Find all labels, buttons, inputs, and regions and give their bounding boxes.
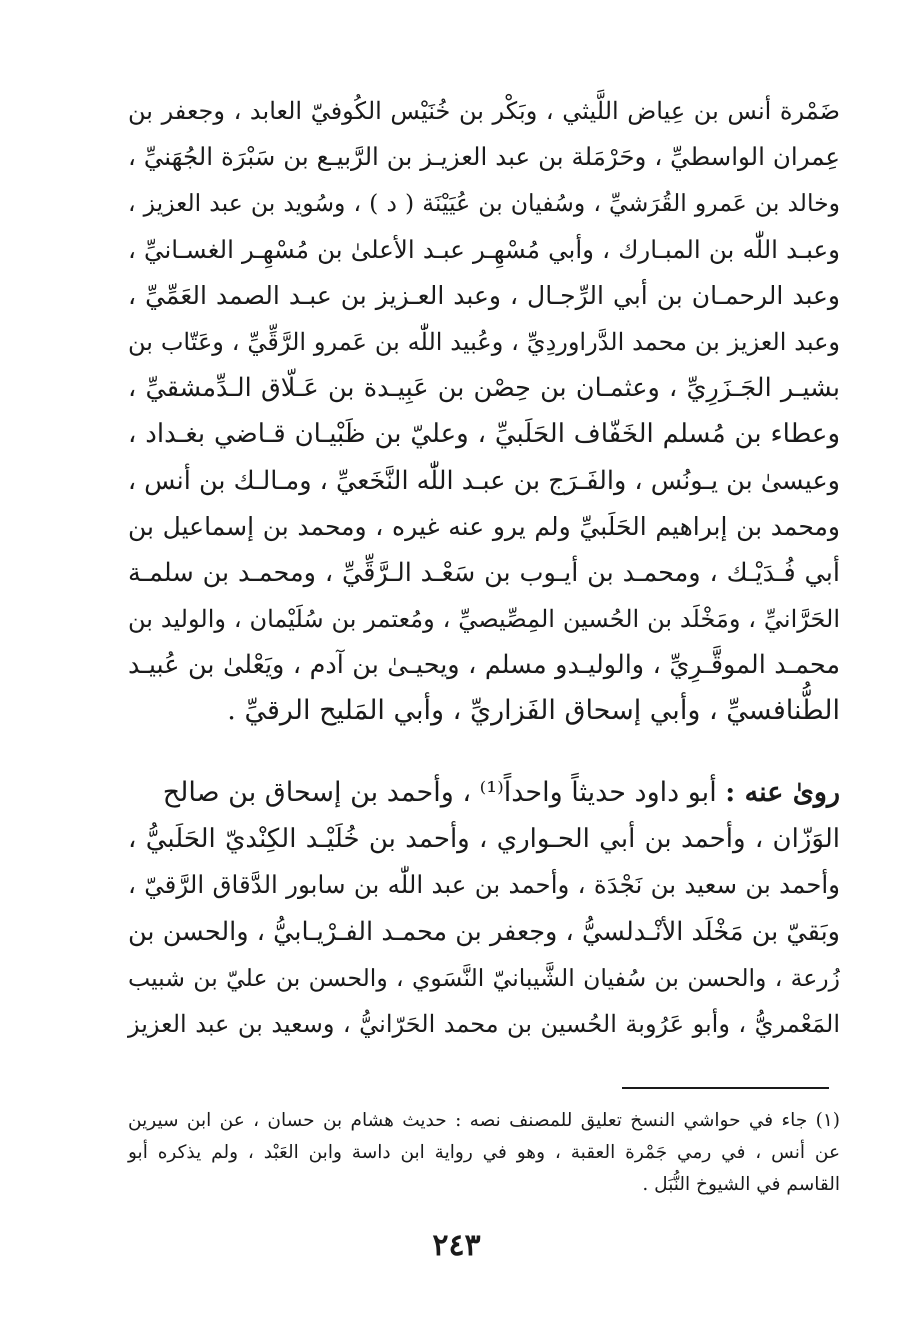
text-line: وعبد الرحمـان بن أبي الرِّجـال ، وعبد العـزيز بن عبـد الصمد العَمِّيِّ ، [128, 280, 840, 310]
text-line: وعبـد اللّٰه بن المبـارك ، وأبي مُسْهِـر عبـد الأعلىٰ بن مُسْهِـر الغسـانيِّ ، [128, 234, 840, 264]
section-lead: روىٰ عنه : [725, 777, 840, 808]
text-line: الحَرَّانيِّ ، ومَخْلَد بن الحُسين المِصِّيصيِّ ، ومُعتمر بن سُلَيْمان ، والوليد بن [128, 605, 840, 634]
text-line: ضَمْرة أنس بن عِياض اللَّيثي ، وبَكْر بن خُنَيْس الكُوفيّ العابد ، وجعفر بن [128, 97, 840, 125]
text-line: الطُّنافسيِّ ، وأبي إسحاق الفَزاريِّ ، وأبي المَليح الرقيِّ . [227, 695, 840, 727]
text-line: وعيسىٰ بن يـونُس ، والفَـرَج بن عبـد اللّٰه النَّخَعيِّ ، ومـالـك بن أنس ، [127, 465, 840, 496]
footnote-line: القاسم في الشيوخ النُّبَل . [642, 1174, 840, 1195]
page-number: ٢٤٣ [432, 1228, 481, 1263]
text-line: أبي فُـدَيْـك ، ومحمـد بن أيـوب بن سَعْـد الـرَّقِّيِّ ، ومحمـد بن سلمـة [128, 557, 840, 588]
text-line: وعبد العزيز بن محمد الدَّراوردِيِّ ، وعُبيد اللّٰه بن عَمرو الرَّقِّيِّ ، وعَتّاب بن [128, 327, 840, 356]
footnotes [128, 1105, 840, 1201]
text-line: وعطاء بن مُسلم الخَفّاف الحَلَبيِّ ، وعليّ بن ظَبْيـان قـاضي بغـداد ، [128, 419, 840, 450]
text-line: بشيـر الجَـزَرِيِّ ، وعثمـان بن حِصْن بن عَبِيـدة بن عَـلّاق الـدِّمشقيِّ ، [128, 373, 840, 404]
text-line: وأحمد بن سعيد بن نَجْدَة ، وأحمد بن عبد اللّٰه بن سابور الدَّقاق الرَّقيّ ، [128, 870, 840, 900]
text-line: وخالد بن عَمرو القُرَشيِّ ، وسُفيان بن عُيَيْنَة ( د ) ، وسُويد بن عبد العزيز ، [128, 189, 840, 218]
footnote-divider [622, 1087, 829, 1089]
text-line: الوَزّان ، وأحمد بن أبي الحـواري ، وأحمد بن خُلَيْـد الكِنْديّ الحَلَبيُّ ، [128, 824, 840, 855]
footnote-line: عن أنس ، في رمي جَمْرة العقبة ، وهو في رواية ابن داسة وابن العَبْد ، ولم يذكره أبو [128, 1142, 840, 1163]
text-line-first [128, 770, 840, 816]
text-line: المَعْمريُّ ، وأبو عَرُوبة الحُسين بن محمد الحَرّانيُّ ، وسعيد بن عبد العزيز [128, 1009, 840, 1038]
text-line: محمـد الموقَّـرِيِّ ، والوليـدو مسلم ، ويحيـىٰ بن آدم ، ويَعْلىٰ بن عُبيـد [128, 650, 840, 681]
text-line-rest: أبو داود حديثاً واحداً⁽¹⁾ ، وأحمد بن إسحاق بن صالح [162, 777, 726, 808]
footnote-line: (١) جاء في حواشي النسخ تعليق للمصنف نصه : حديث هشام بن حسان ، عن ابن سيرين [128, 1110, 840, 1131]
text-line: زُرعة ، والحسن بن سُفيان الشَّيبانيّ النَّسَوي ، والحسن بن عليّ بن شبيب [128, 963, 840, 992]
text-line: عِمران الواسطيِّ ، وحَرْمَلة بن عبد العزيـز بن الرَّبيـع بن سَبْرَة الجُهَنيِّ ، [128, 142, 840, 172]
text-line: ومحمد بن إبراهيم الحَلَبيِّ ولم يرو عنه غيره ، ومحمد بن إسماعيل بن [128, 511, 840, 541]
students-paragraph [128, 770, 840, 1047]
text-line: وبَقيّ بن مَخْلَد الأنْـدلسيُّ ، وجعفر بن محمـد الفـرْيـابيُّ ، والحسن بن [128, 916, 840, 947]
teachers-paragraph [128, 88, 840, 735]
